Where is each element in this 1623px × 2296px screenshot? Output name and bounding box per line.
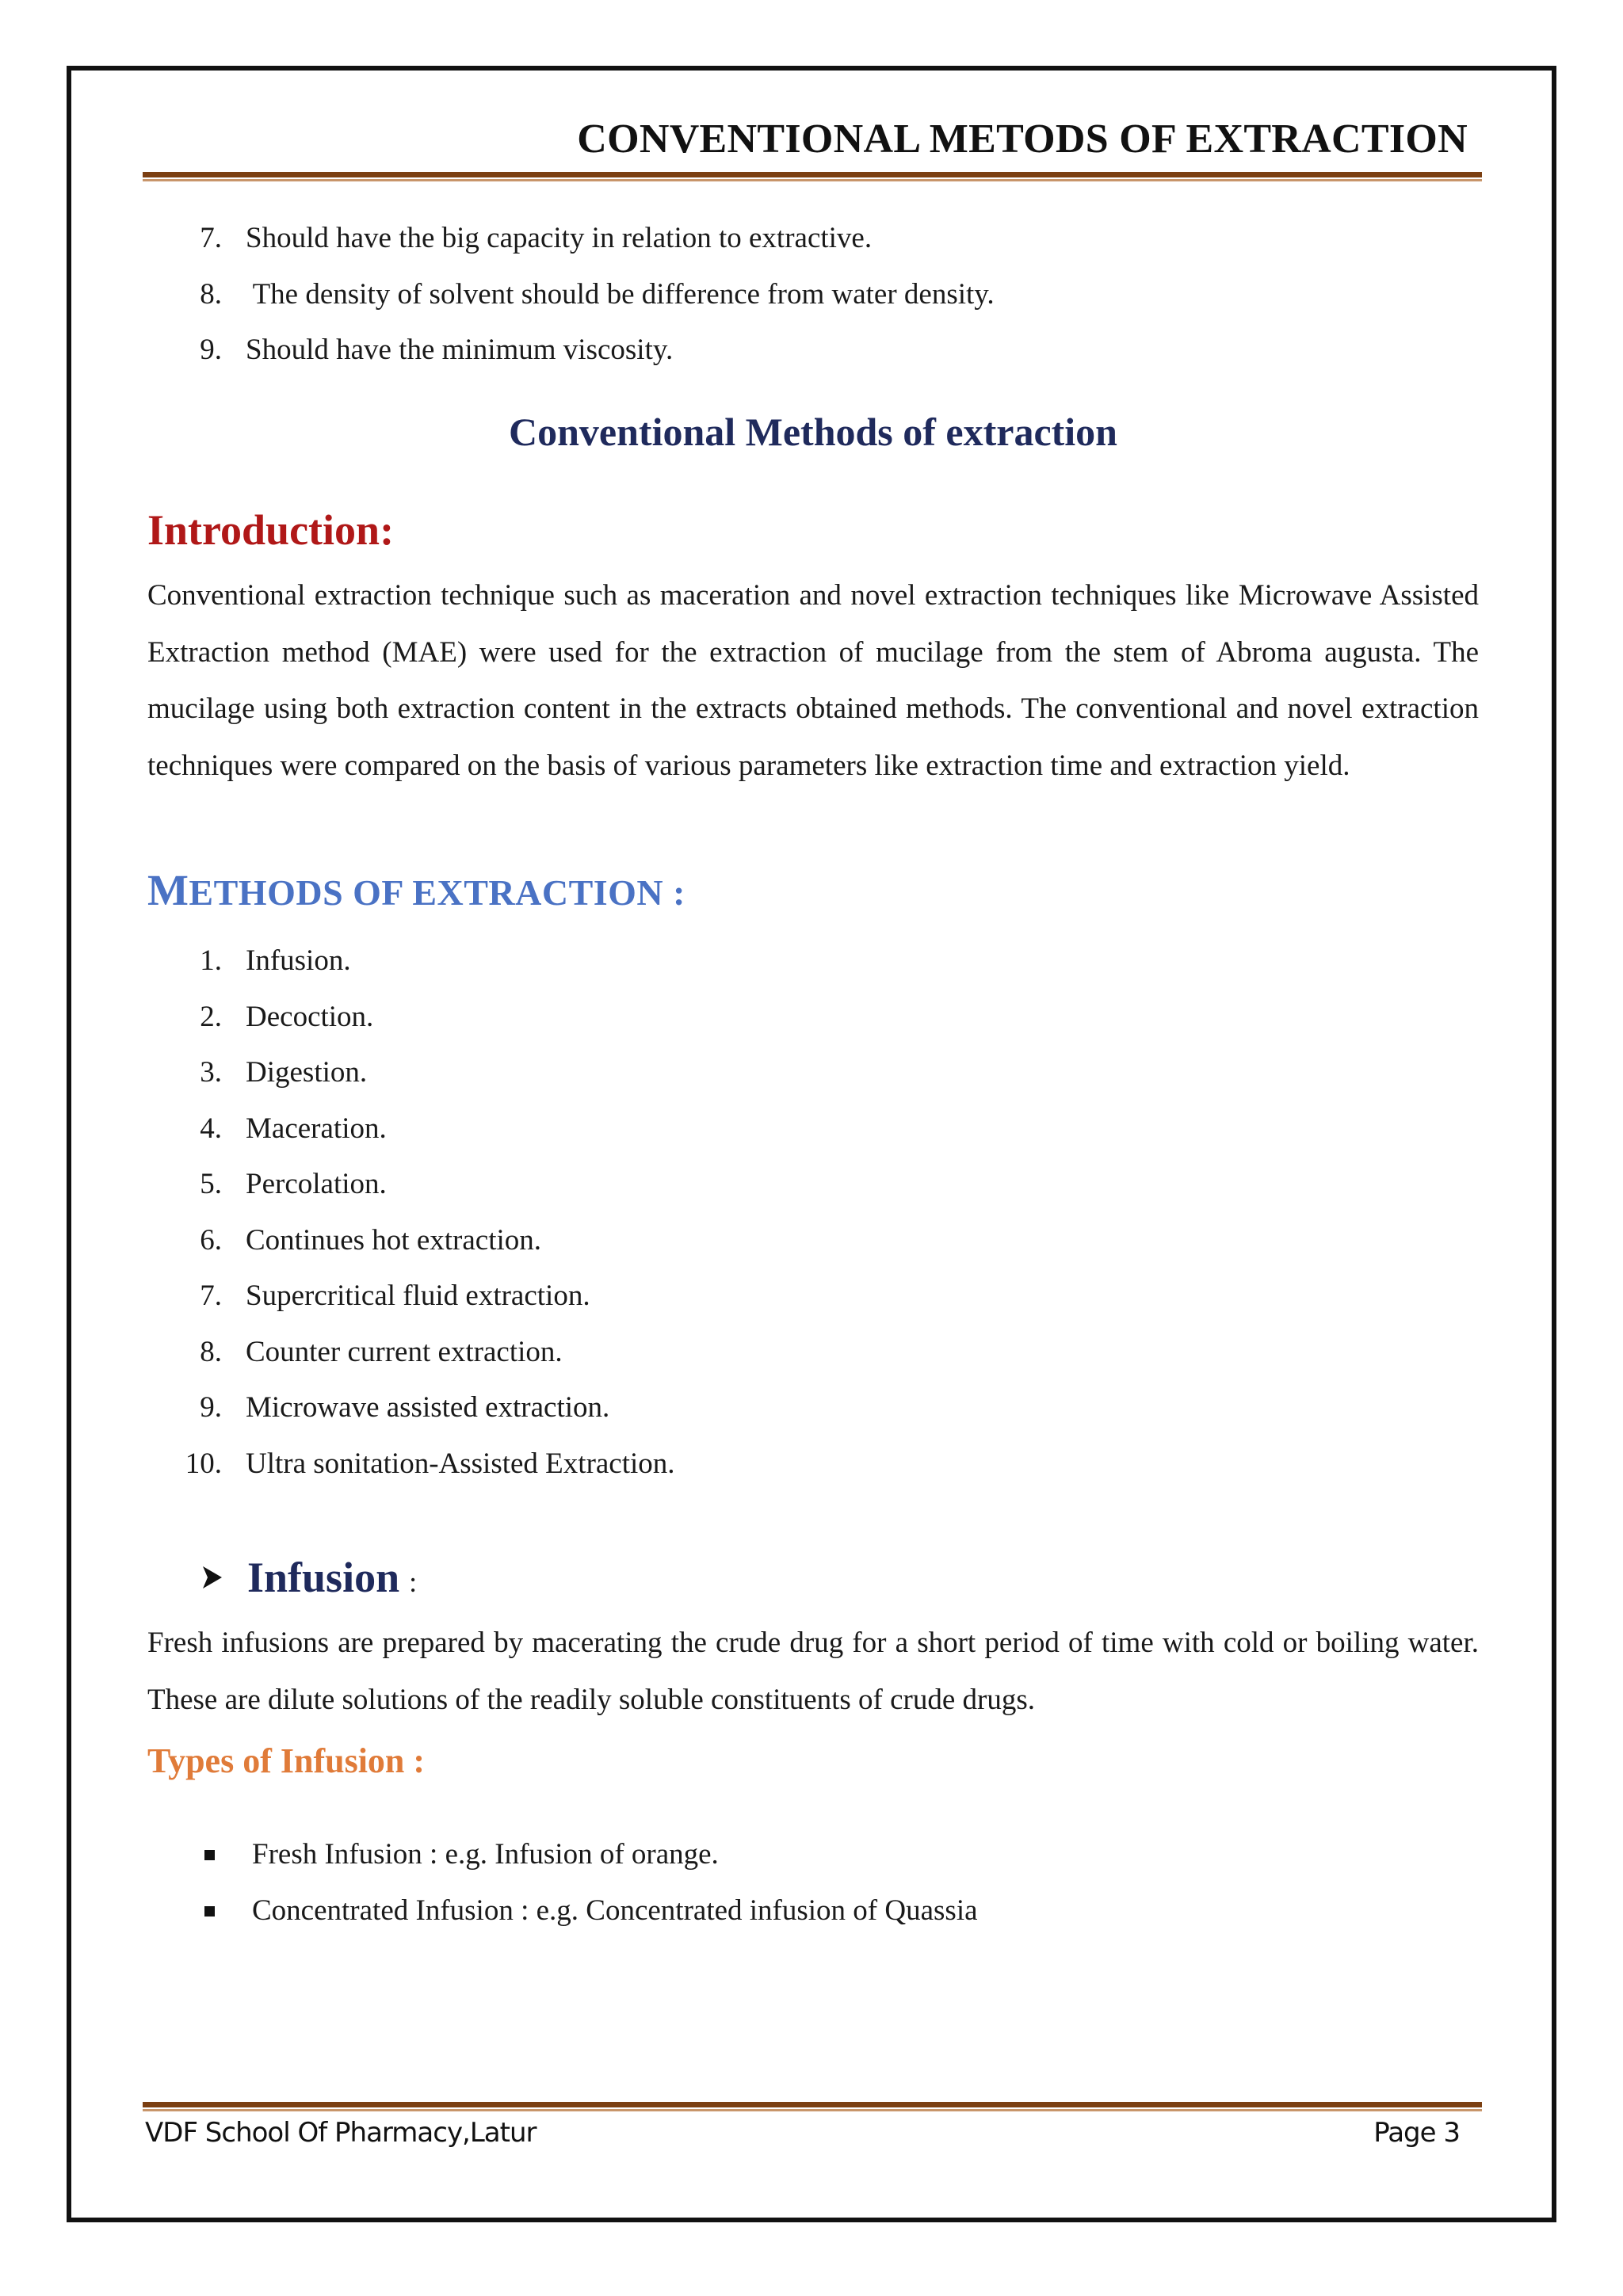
infusion-paragraph: Fresh infusions are prepared by macerating the crude drug for a short period of time with cold or boiling water. These are dilute solutions of the readily soluble constituents of crude drugs. [147, 1627, 1479, 1716]
footer-rule [143, 2102, 1482, 2111]
main-heading: Conventional Methods of extraction [509, 410, 1117, 454]
infusion-heading-colon: : [409, 1566, 418, 1598]
infusion-heading-text: Infusion [247, 1554, 400, 1601]
footer-page-number: Page 3 [1373, 2117, 1460, 2149]
running-header-title: CONVENTIONAL METODS OF EXTRACTION [577, 116, 1468, 162]
arrow-bullet-icon [197, 1562, 228, 1593]
introduction-paragraph: Conventional extraction technique such as maceration and novel extraction techniques like Microwave Assisted Extraction method (MAE) were used for the extraction of mucilage from the stem of Abroma augusta. The mucilage using both extraction content in the extracts obtained methods. The conventional and novel extraction techniques were compared on the basis of various parameters like extraction time and extraction yield. [147, 579, 1479, 782]
methods-heading: METHODS OF EXTRACTION : [147, 866, 685, 914]
square-bullet-icon [204, 1850, 215, 1860]
types-of-infusion-heading: Types of Infusion : [147, 1741, 426, 1780]
infusion-heading [197, 1553, 417, 1602]
footer-school-name: VDF School Of Pharmacy,Latur [145, 2117, 537, 2149]
introduction-heading: Introduction: [147, 506, 395, 554]
square-bullet-icon [204, 1906, 215, 1917]
header-rule [143, 172, 1482, 181]
